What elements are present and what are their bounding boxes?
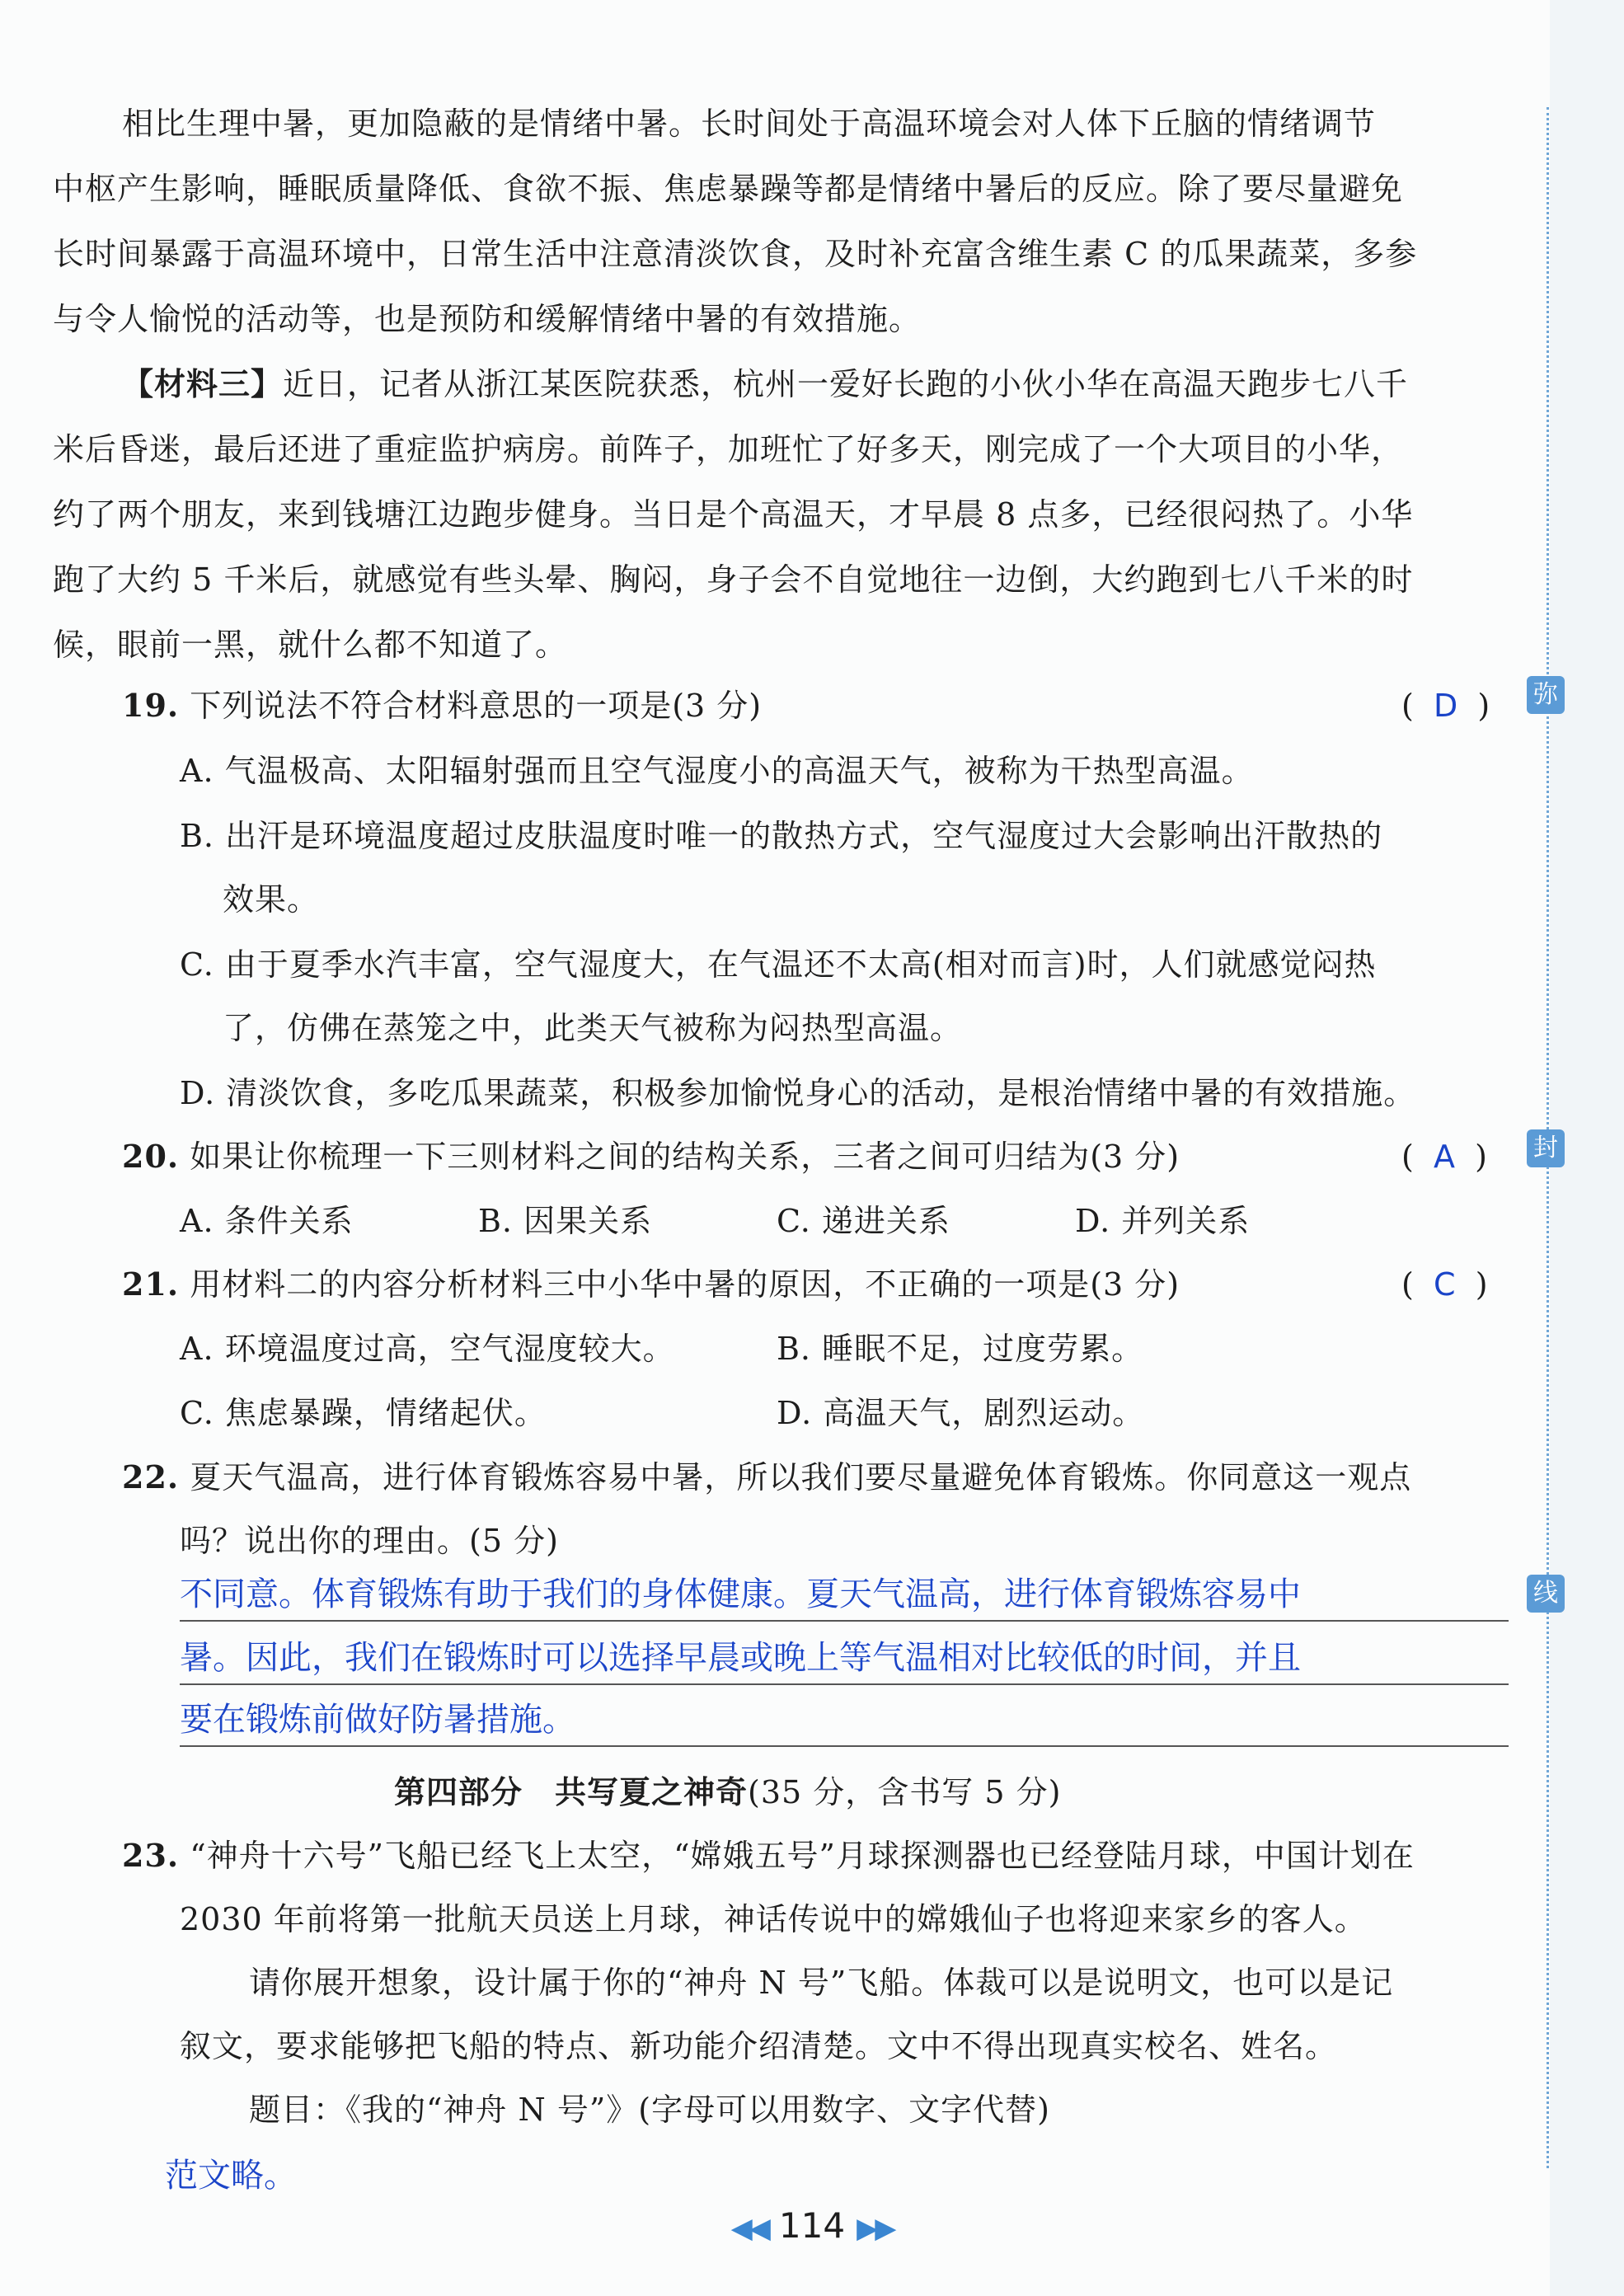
question-text: 下列说法不符合材料意思的一项是(3 分) xyxy=(190,688,763,724)
answer-rule xyxy=(180,1745,1509,1747)
q19-answer-box: ( D ) xyxy=(1401,688,1490,724)
part4-title: 第四部分 共写夏之神奇 xyxy=(394,1773,749,1810)
material3-label: 【材料三】 xyxy=(122,365,284,402)
q23-prompt-title: 题目：《我的“神舟 N 号”》(字母可以用数字、文字代替) xyxy=(249,2092,1050,2128)
q23-line: 2030 年前将第一批航天员送上月球，神话传说中的嫦娥仙子也将迎来家乡的客人。 xyxy=(180,1901,1367,1937)
page-number: 114 xyxy=(778,2205,846,2246)
q22-answer-line: 不同意。体育锻炼有助于我们的身体健康。夏天气温高，进行体育锻炼容易中 xyxy=(180,1575,1301,1613)
material3-line: 候，眼前一黑，就什么都不知道了。 xyxy=(53,627,568,663)
q21-option-a: A. 环境温度过高，空气湿度较大。 xyxy=(180,1331,675,1367)
question-text: 夏天气温高，进行体育锻炼容易中暑，所以我们要尽量避免体育锻炼。你同意这一观点 xyxy=(190,1459,1412,1495)
answer-rule xyxy=(180,1620,1509,1622)
seal-tab-xian: 线 xyxy=(1527,1575,1565,1613)
q22-answer-line: 暑。因此，我们在锻炼时可以选择早晨或晚上等气温相对比较低的时间，并且 xyxy=(180,1639,1301,1677)
q22-stem xyxy=(122,1456,1411,1499)
q20-stem xyxy=(122,1135,1180,1178)
answer-rule xyxy=(180,1683,1509,1685)
seal-tab-feng: 封 xyxy=(1527,1129,1565,1167)
q19-option-a: A. 气温极高、太阳辐射强而且空气湿度小的高温天气，被称为干热型高温。 xyxy=(180,753,1254,789)
seal-tab-mi: 弥 xyxy=(1527,676,1565,714)
next-arrow-icon: ▶▶ xyxy=(857,2212,894,2245)
material3-line: 跑了大约 5 千米后，就感觉有些头晕、胸闷，身子会不自觉地往一边倒，大约跑到七八千米的时 xyxy=(53,561,1414,598)
prev-arrow-icon: ◀◀ xyxy=(730,2212,767,2245)
question-number: 22. xyxy=(122,1458,180,1495)
q21-option-c: C. 焦虑暴躁，情绪起伏。 xyxy=(180,1395,547,1431)
q21-stem xyxy=(122,1263,1180,1306)
q20-option-a: A. 条件关系 xyxy=(180,1203,354,1239)
q19-option-b: B. 出汗是环境温度超过皮肤温度时唯一的散热方式，空气湿度过大会影响出汗散热的 xyxy=(180,818,1383,854)
q21-option-b: B. 睡眠不足，过度劳累。 xyxy=(777,1331,1144,1367)
question-text: 用材料二的内容分析材料三中小华中暑的原因，不正确的一项是(3 分) xyxy=(190,1266,1180,1303)
question-number: 21. xyxy=(122,1265,180,1303)
q20-option-b: B. 因果关系 xyxy=(478,1203,653,1239)
q20-answer: A xyxy=(1433,1139,1455,1175)
q20-option-c: C. 递进关系 xyxy=(777,1203,950,1239)
part4-score: (35 分，含书写 5 分) xyxy=(748,1774,1062,1810)
question-text: 如果让你梳理一下三则材料之间的结构关系，三者之间可归结为(3 分) xyxy=(190,1139,1180,1175)
material2-line: 中枢产生影响，睡眠质量降低、食欲不振、焦虑暴躁等都是情绪中暑后的反应。除了要尽量避免 xyxy=(53,171,1404,207)
question-text: “神舟十六号”飞船已经飞上太空，“嫦娥五号”月球探测器也已经登陆月球，中国计划在 xyxy=(190,1838,1415,1874)
q19-stem xyxy=(122,684,762,727)
q21-answer-box: ( C ) xyxy=(1401,1266,1488,1303)
material2-line: 与令人愉悦的活动等，也是预防和缓解情绪中暑的有效措施。 xyxy=(53,301,922,337)
material2-line: 长时间暴露于高温环境中，日常生活中注意清淡饮食，及时补充富含维生素 C 的瓜果蔬菜，多参 xyxy=(53,236,1418,272)
part4-heading xyxy=(394,1771,1061,1814)
q21-answer: C xyxy=(1433,1266,1456,1303)
question-number: 20. xyxy=(122,1138,180,1175)
q19-option-d: D. 清淡饮食，多吃瓜果蔬菜，积极参加愉悦身心的活动，是根治情绪中暑的有效措施。 xyxy=(180,1075,1416,1111)
q23-line: 叙文，要求能够把飞船的特点、新功能介绍清楚。文中不得出现真实校名、姓名。 xyxy=(180,2028,1338,2064)
q22-stem-cont: 吗？说出你的理由。(5 分) xyxy=(180,1523,559,1559)
q20-answer-box: ( A ) xyxy=(1401,1139,1487,1175)
material3-line: 约了两个朋友，来到钱塘江边跑步健身。当日是个高温天，才早晨 8 点多，已经很闷热了。小华 xyxy=(53,496,1414,533)
q19-option-c: C. 由于夏季水汽丰富，空气湿度大，在气温还不太高(相对而言)时，人们就感觉闷热 xyxy=(180,946,1377,983)
q19-option-b-cont: 效果。 xyxy=(223,881,320,918)
page-footer xyxy=(0,2203,1624,2251)
q21-option-d: D. 高温天气，剧烈运动。 xyxy=(777,1395,1145,1431)
material3-line: 米后昏迷，最后还进了重症监护病房。前阵子，加班忙了好多天，刚完成了一个大项目的小华， xyxy=(53,431,1404,467)
q20-option-d: D. 并列关系 xyxy=(1075,1203,1251,1239)
material3-first-line xyxy=(122,363,1408,406)
q19-option-c-cont: 了，仿佛在蒸笼之中，此类天气被称为闷热型高温。 xyxy=(223,1010,963,1046)
material2-line: 相比生理中暑，更加隐蔽的是情绪中暑。长时间处于高温环境会对人体下丘脑的情绪调节 xyxy=(122,106,1377,142)
question-number: 23. xyxy=(122,1837,180,1874)
material3-text: 近日，记者从浙江某医院获悉，杭州一爱好长跑的小伙小华在高温天跑步七八千 xyxy=(283,366,1409,402)
q23-line: 请你展开想象，设计属于你的“神舟 N 号”飞船。体裁可以是说明文，也可以是记 xyxy=(249,1965,1394,2001)
q22-answer-line: 要在锻炼前做好防暑措施。 xyxy=(180,1701,575,1739)
question-number: 19. xyxy=(122,687,180,724)
q19-answer: D xyxy=(1433,688,1458,724)
q23-answer: 范文略。 xyxy=(165,2157,297,2195)
q23-stem xyxy=(122,1834,1415,1877)
